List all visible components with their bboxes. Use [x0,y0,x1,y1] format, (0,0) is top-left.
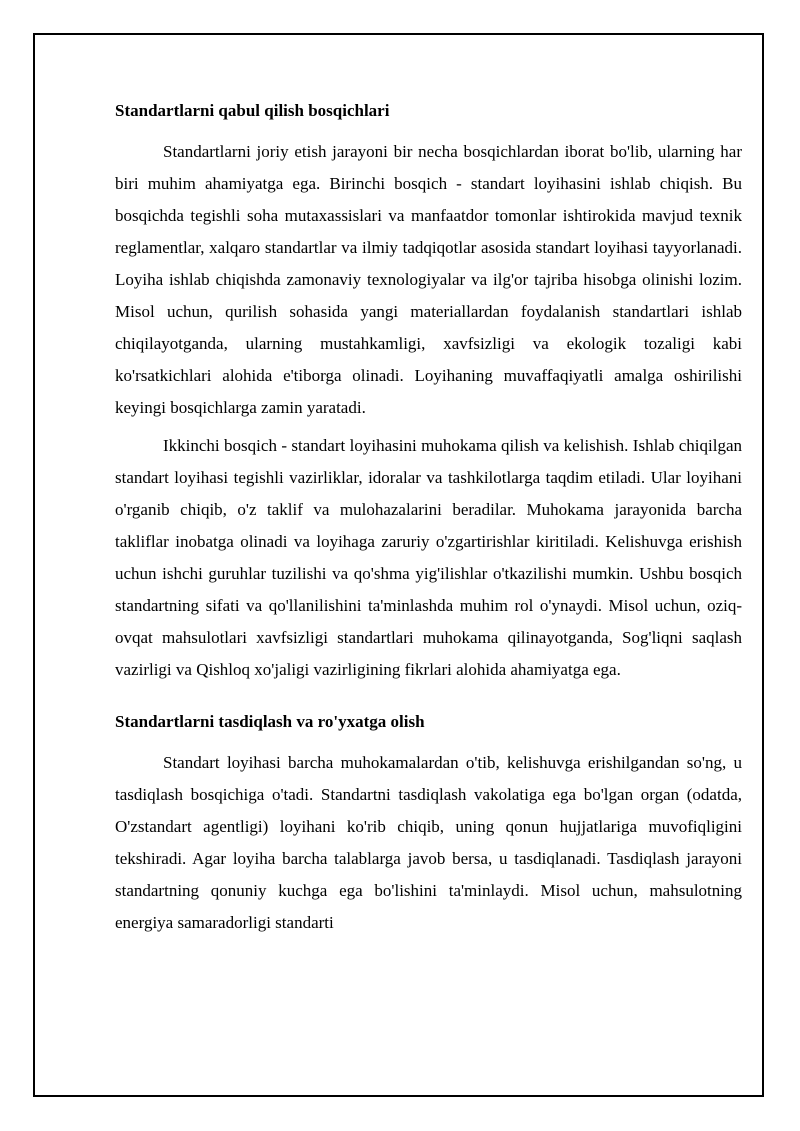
paragraph-stage-one: Standartlarni joriy etish jarayoni bir necha bosqichlardan iborat bo'lib, ularning har biri muhim ahamiyatga ega. Birinchi bosqich - standart loyihasini ishlab chiqish. Bu bosqichda tegishli soha mutaxassislari va manfaatdor tomonlar ishtirokida mavjud texnik reglamentlar, xalqaro standartlar va ilmiy tadqiqotlar asosida standart loyihasi tayyorlanadi. Loyiha ishlab chiqishda zamonaviy texnologiyalar va ilg'or tajriba hisobga olinishi lozim. Misol uchun, qurilish sohasida yangi materiallardan foydalanish standartlari ishlab chiqilayotganda, ularning mustahkamligi, xavfsizligi va ekologik tozaligi kabi ko'rsatkichlari alohida e'tiborga olinadi. Loyihaning muvaffaqiyatli amalga oshirilishi keyingi bosqichlarga zamin yaratadi. [115,142,742,417]
paragraph-stage-two: Ikkinchi bosqich - standart loyihasini muhokama qilish va kelishish. Ishlab chiqilgan standart loyihasi tegishli vazirliklar, idoralar va tashkilotlarga taqdim etiladi. Ular loyihani o'rganib chiqib, o'z taklif va mulohazalarini beradilar. Muhokama jarayonida barcha takliflar inobatga olinadi va loyihaga zaruriy o'zgartirishlar kiritiladi. Kelishuvga erishish uchun ishchi guruhlar tuzilishi va qo'shma yig'ilishlar o'tkazilishi mumkin. Ushbu bosqich standartning sifati va qo'llanilishini ta'minlashda muhim rol o'ynaydi. Misol uchun, oziq-ovqat mahsulotlari xavfsizligi standartlari muhokama qilinayotganda, Sog'liqni saqlash vazirligi va Qishloq xo'jaligi vazirligining fikrlari alohida ahamiyatga ega. [115,436,742,679]
section-heading-approval: Standartlarni tasdiqlash va ro'yxatga olish [115,712,425,731]
paragraph-approval: Standart loyihasi barcha muhokamalardan o'tib, kelishuvga erishilgandan so'ng, u tasdiqlash bosqichiga o'tadi. Standartni tasdiqlash vakolatiga ega bo'lgan organ (odatda, O'zstandart agentligi) loyihani ko'rib chiqib, uning qonun hujjatlariga muvofiqligini tekshiradi. Agar loyiha barcha talablarga javob bersa, u tasdiqlanadi. Tasdiqlash jarayoni standartning qonuniy kuchga ega bo'lishini ta'minlaydi. Misol uchun, mahsulotning energiya samaradorligi standarti [115,753,742,932]
section-heading-stages: Standartlarni qabul qilish bosqichlari [115,101,390,120]
document-body [115,95,742,945]
